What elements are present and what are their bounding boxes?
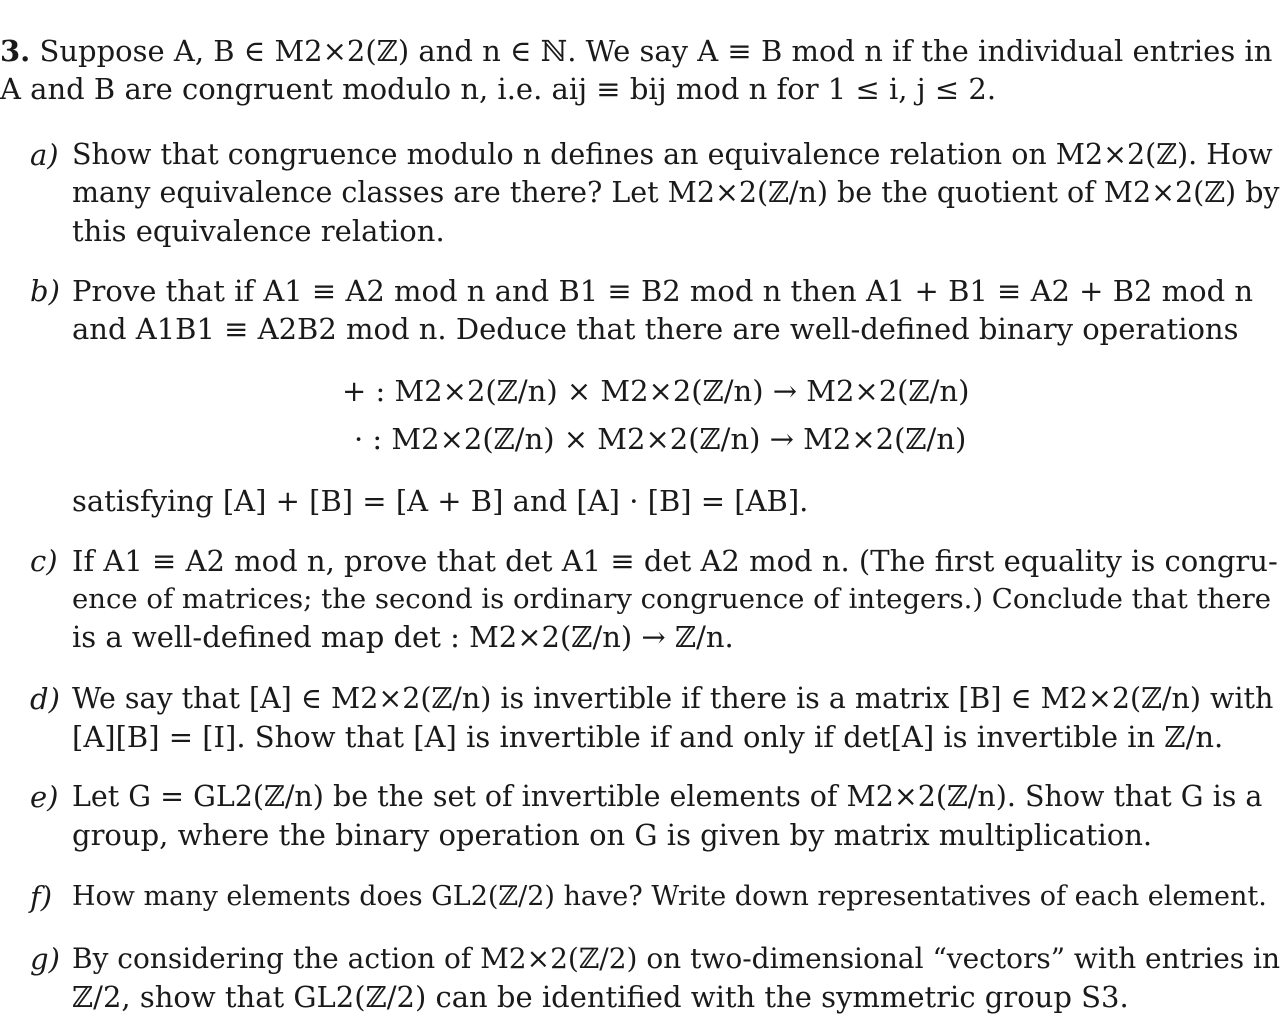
part-b-display-eq-1: + : M2×2(ℤ/n) × M2×2(ℤ/n) → M2×2(ℤ/n) xyxy=(342,374,970,408)
part-c-line-1: If A1 ≡ A2 mod n, prove that det A1 ≡ det A2 mod n. (The first equality is congru- xyxy=(72,544,1278,578)
part-f-line-1: How many elements does GL2(ℤ/2) have? Write down representatives of each element. xyxy=(72,881,1267,912)
part-d-line-2: [A][B] = [I]. Show that [A] is invertible if and only if det[A] is invertible in ℤ/n. xyxy=(72,720,1224,754)
intro-text-1: Suppose A, B ∈ M2×2(ℤ) and n ∈ ℕ. We say A ≡ B mod n if the individual entries in xyxy=(39,34,1273,68)
part-b-display-eq-2: · : M2×2(ℤ/n) × M2×2(ℤ/n) → M2×2(ℤ/n) xyxy=(354,422,967,456)
part-e-line-1: Let G = GL2(ℤ/n) be the set of invertible elements of M2×2(ℤ/n). Show that G is a xyxy=(72,780,1263,813)
part-a-line-3: this equivalence relation. xyxy=(72,214,445,248)
part-g-label: g) xyxy=(30,942,60,976)
part-c-line-3: is a well-defined map det : M2×2(ℤ/n) → ℤ/n. xyxy=(72,620,734,654)
part-f-label: f) xyxy=(30,880,53,914)
problem-intro-line-1 xyxy=(0,32,1272,70)
part-e-line-2: group, where the binary operation on G is given by matrix multiplication. xyxy=(72,818,1153,852)
part-a-line-1: Show that congruence modulo n defines an equivalence relation on M2×2(ℤ). How xyxy=(72,138,1273,171)
part-b-label: b) xyxy=(30,274,60,308)
part-a-label: a) xyxy=(30,138,59,172)
part-g-line-2: ℤ/2, show that GL2(ℤ/2) can be identified with the symmetric group S3. xyxy=(72,980,1129,1014)
part-b-line-2: and A1B1 ≡ A2B2 mod n. Deduce that there are well-defined binary operations xyxy=(72,312,1239,346)
part-c-line-2: ence of matrices; the second is ordinary congruence of integers.) Conclude that there xyxy=(72,583,1272,615)
part-d-label: d) xyxy=(30,682,60,716)
part-a-line-2: many equivalence classes are there? Let M2×2(ℤ/n) be the quotient of M2×2(ℤ) by xyxy=(72,176,1280,209)
part-g-line-1: By considering the action of M2×2(ℤ/2) on two-dimensional “vectors” with entries in xyxy=(72,942,1281,975)
part-c-label: c) xyxy=(30,544,58,578)
problem-intro-line-2: A and B are congruent modulo n, i.e. aij ≡ bij mod n for 1 ≤ i, j ≤ 2. xyxy=(0,72,997,106)
part-b-after: satisfying [A] + [B] = [A + B] and [A] · [B] = [AB]. xyxy=(72,484,809,518)
part-e-label: e) xyxy=(30,780,59,814)
part-d-line-1: We say that [A] ∈ M2×2(ℤ/n) is invertible if there is a matrix [B] ∈ M2×2(ℤ/n) with xyxy=(72,682,1274,715)
problem-number: 3. xyxy=(0,34,31,68)
part-b-line-1: Prove that if A1 ≡ A2 mod n and B1 ≡ B2 mod n then A1 + B1 ≡ A2 + B2 mod n xyxy=(72,274,1254,308)
